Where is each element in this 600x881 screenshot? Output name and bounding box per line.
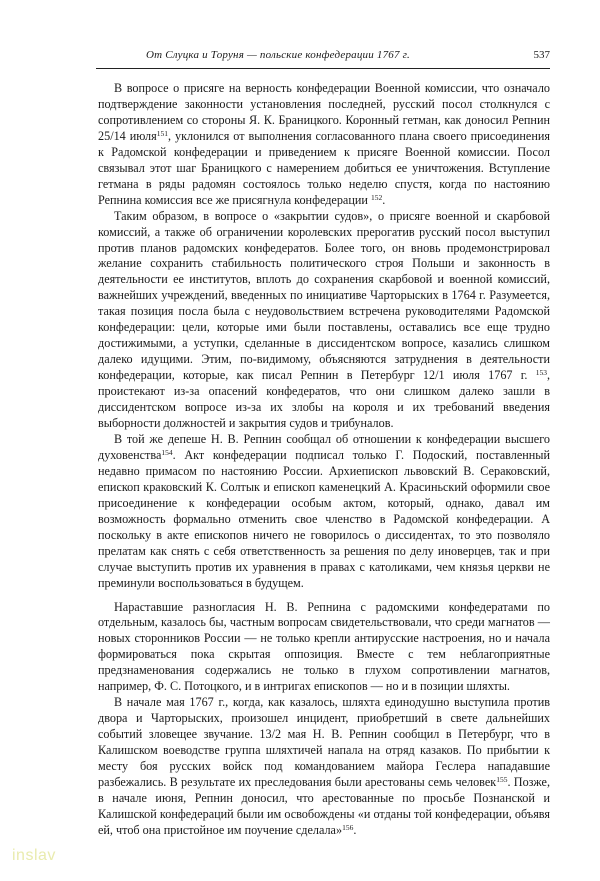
text-run: В начале мая 1767 г., когда, как казалось, шляхта единодушно выступила против двора и Чарторыских, произошел инцидент, приобретший в свете дальнейших событий зловещее звучание. 13/2 мая Н. В. Репнин сообщил в Петербург, что в Калишском воеводстве группа шляхтичей напала на отряд казаков. По прибытии к месту боя русских войск под командованием майора Геслера нападавшие разбежались. В результате их преследования были арестованы семь человек (98, 695, 550, 789)
text-run: , уклонился от выполнения согласованного плана своего присоединения к Радомской конфедерации и приведением к присяге Военной комиссии. Посол связывал этот шаг Браницкого с намерением добиться ее уничтожения. Вступление гетмана в ряды радомян состоялось только неделю спустя, когда по настоянию Репнина комиссия все же присягнула конфедерации (98, 128, 550, 207)
text-run: . (382, 192, 386, 207)
paragraph (98, 432, 550, 592)
footnote-ref: 156 (342, 822, 354, 832)
paragraph (98, 695, 550, 839)
footnote-ref: 151 (156, 128, 168, 138)
text-run: В вопросе о присяге на верность конфедерации Военной комиссии, что означало подтверждение законности установления последней, русский посол столкнулся с сопротивлением со стороны Я. К. Браницкого. Коронный гетман, как доносил Репнин 25/14 июля (98, 81, 550, 143)
paragraph (98, 81, 550, 209)
text-run: . Акт конфедерации подписал только Г. Подоский, поставленный недавно примасом по настоянию России. Архиепископ львовский В. Сераковский, епископ краковский К. Солтык и епископ каменецкий А. Красиньский оформили свое присоединение к конфедерации особым актом, который, однако, давал им возможность формально отменить свое членство в Радомской конфедерации. А поскольку в акте епископов ничего не говорилось о диссидентах, то это позволяло прелатам как снять с себя ответственность за решения по делу иноверцев, так и при случае выступить против их уравнения в правах с католиками, чем князья церкви не преминули воспользоваться в будущем. (98, 447, 550, 590)
running-title: От Слуцка и Торуня — польские конфедерации 1767 г. (146, 49, 410, 61)
watermark-logo: inslav (12, 847, 56, 864)
page-header (96, 48, 550, 69)
paragraph (98, 209, 550, 432)
text-run: . (353, 822, 357, 837)
text-run: В той же депеше Н. В. Репнин сообщал об отношении к конфедерации высшего духовенства (98, 431, 550, 462)
footnote-ref: 154 (161, 447, 173, 457)
main-text (98, 81, 550, 839)
text-run: Нараставшие разногласия Н. В. Репнина с радомскими конфедератами по отдельным, казалось бы, частным вопросам свидетельствовали, что среди магнатов — новых сторонников России — не только крепли антирусские настроения, но и начала формироваться пока скрытая оппозиция. Вместе с тем неблагоприятные предзнаменования содержались не только в глухом сопротивлении магнатов, например, Ф. С. Потоцкого, и в интригах епископов — но и в позиции шляхты. (98, 599, 550, 694)
paragraph (98, 600, 550, 696)
text-run: . Позже, в начале июня, Репнин доносил, что арестованные по просьбе Познанской и Калишской конфедераций были им освобождены «и отданы той конфедерации, объявя ей, чтоб она пристойное им поучение сделала» (98, 774, 550, 837)
footnote-ref: 153 (535, 368, 547, 378)
footnote-ref: 155 (496, 774, 508, 784)
text-run: Таким образом, в вопросе о «закрытии судов», о присяге военной и скарбовой комиссий, а также об ограничении королевских прерогатив русский посол выступил против планов радомских конфедератов. Более того, он вновь продемонстрировал желание сохранить стабильность политического строя Польши и законность в деятельности ее институтов, вплоть до сохранения скарбовой и военной комиссий, важнейших учреждений, введенных по инициативе Чарторыских в 1764 г. Разумеется, такая позиция посла была с неудовольствием встречена руководителями Радомской конфедерации: цели, которые ими были поставлены, оставались все еще трудно достижимыми, а уступки, сделанные в диссидентском вопросе, казались слишком далеко идущими. Этим, по-видимому, объясняются затруднения в деятельности конфедерации, которые, как писал Репнин в Петербург 12/1 июля 1767 г. (98, 208, 550, 383)
page-number: 537 (533, 49, 550, 61)
text-run: , проистекают из-за опасений конфедератов, что они слишком далеко зашли в диссидентском вопросе из-за их злобы на короля и их требований введения выборности должностей и закрытия судов и трибуналов. (98, 368, 550, 431)
footnote-ref: 152 (370, 192, 383, 202)
